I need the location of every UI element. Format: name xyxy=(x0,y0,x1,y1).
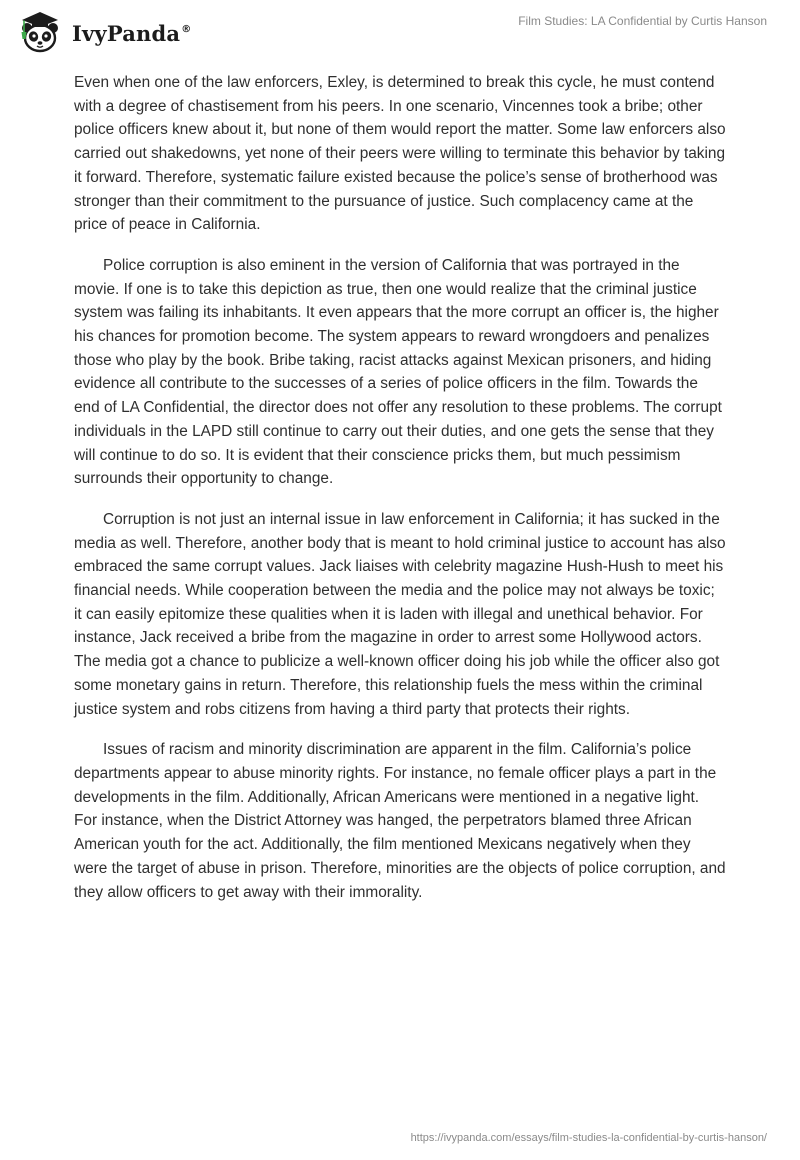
source-url-link[interactable]: https://ivypanda.com/essays/film-studies-la-confidential-by-curtis-hanson/ xyxy=(410,1132,767,1144)
document-title: Film Studies: LA Confidential by Curtis Hanson xyxy=(518,14,767,28)
paragraph-1: Even when one of the law enforcers, Exley, is determined to break this cycle, he must contend with a degree of chastisement from his peers. In one scenario, Vincennes took a bribe; other police officers knew about it, but none of them would report the matter. Some law enforcers also carried out shakedowns, yet none of their peers were willing to terminate this behavior by taking it forward. Therefore, systematic failure existed because the police’s sense of brotherhood was stronger than their commitment to the pursuance of justice. Such complacency came at the price of peace in California. xyxy=(74,74,726,234)
essay-body xyxy=(74,71,726,921)
brand-name-text: IvyPanda xyxy=(72,20,181,46)
ivypanda-logo[interactable] xyxy=(14,8,191,56)
page-header xyxy=(0,0,800,60)
brand-registered-mark: ® xyxy=(181,23,192,35)
paragraph-2: Police corruption is also eminent in the version of California that was portrayed in the movie. If one is to take this depiction as true, then one would realize that the criminal justice system was failing its inhabitants. It even appears that the more corrupt an officer is, the higher his chances for promotion become. The system appears to reward wrongdoers and penalizes those who play by the book. Bribe taking, racist attacks against Mexican prisoners, and hiding evidence all contribute to the successes of a series of police officers in the film. Towards the end of LA Confidential, the director does not offer any resolution to these problems. The corrupt individuals in the LAPD still continue to carry out their duties, and one gets the sense that they will continue to do so. It is evident that their conscience pricks them, but much pessimism surrounds their opportunity to change. xyxy=(74,256,722,488)
brand-name xyxy=(72,21,191,46)
paragraph-3: Corruption is not just an internal issue in law enforcement in California; it has sucked in the media as well. Therefore, another body that is meant to hold criminal justice to account has also embraced the same corrupt values. Jack liaises with celebrity magazine Hush-Hush to meet his financial needs. While cooperation between the media and the police may not always be toxic; it can easily epitomize these qualities when it is laden with illegal and unethical behavior. For instance, Jack received a bribe from the magazine in order to arrest some Hollywood actors. The media got a chance to publicize a well-known officer doing his job while the officer also got some monetary gains in return. Therefore, this relationship fuels the mess within the criminal justice system and robs citizens from having a third party that protects their rights. xyxy=(74,510,726,718)
panda-graduation-cap-icon xyxy=(14,8,66,56)
paragraph-4: Issues of racism and minority discrimination are apparent in the film. California’s police departments appear to abuse minority rights. For instance, no female officer plays a part in the developments in the film. Additionally, African Americans were mentioned in a negative light. For instance, when the District Attorney was hanged, the perpetrators blamed three African American youth for the act. Additionally, the film mentioned Mexicans negatively when they were the target of abuse in prison. Therefore, minorities are the objects of police corruption, and they allow officers to get away with their immorality. xyxy=(74,741,726,901)
